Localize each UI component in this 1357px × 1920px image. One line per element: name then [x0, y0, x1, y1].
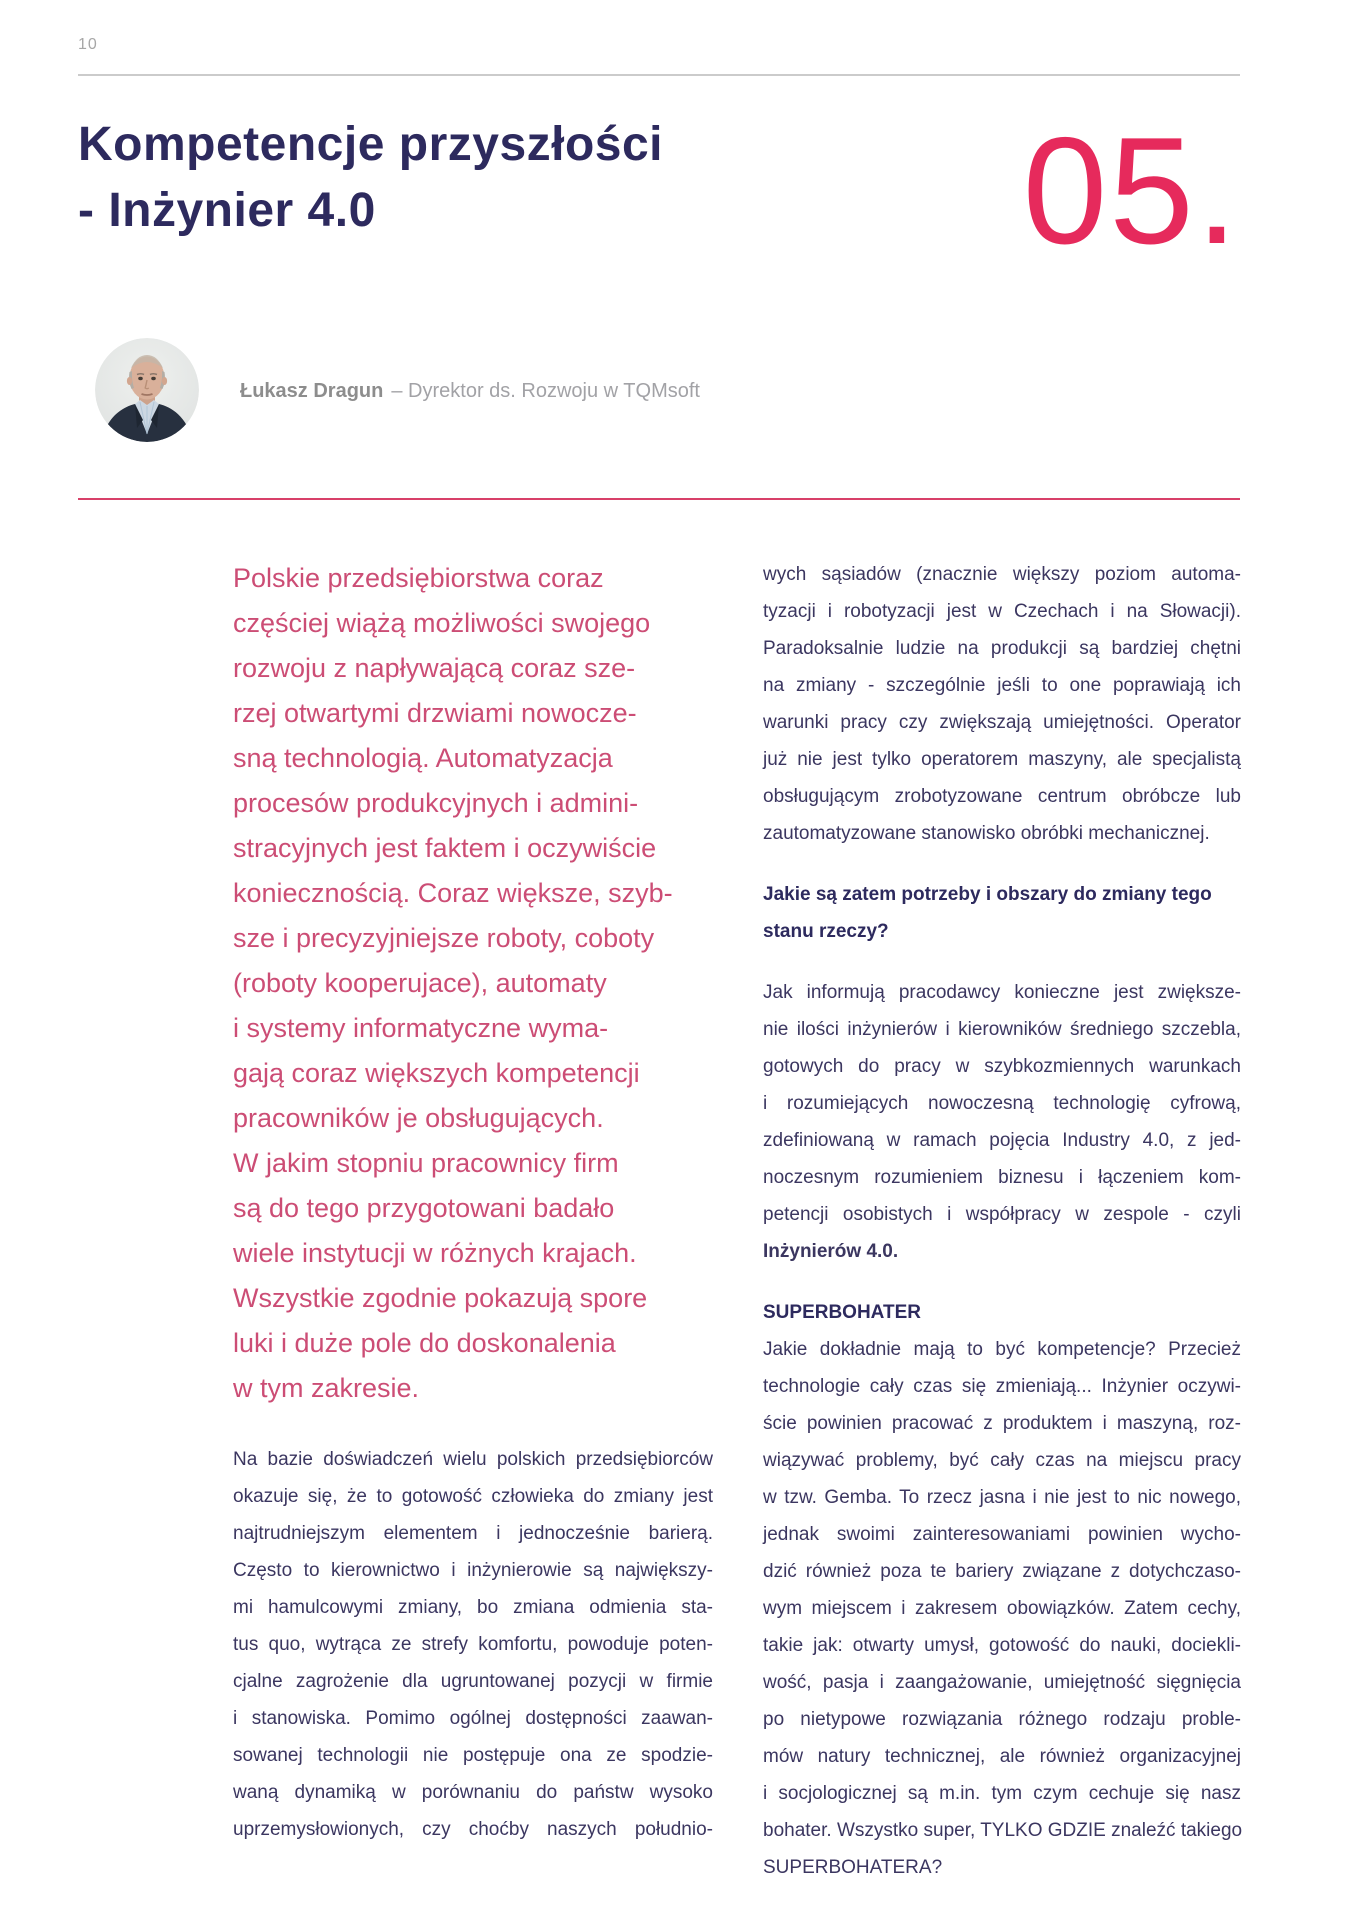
left-column: [233, 556, 713, 1872]
right-paragraph-2: Jak informują pracodawcy konieczne jest zwiększe- nie ilości inżynierów i kierowników średniego szczebla, gotowych do pracy w szybkozmiennych warunkach i rozumiejących nowoczesną technologię cyfrową, zdefiniowaną w ramach pojęcia Industry 4.0, z jed- noczesnym rozumieniem biznesu i łączeniem kom- petencji osobistych i współpracy w zespole - czyli Inżynierów 4.0.: [763, 982, 1241, 1262]
right-column: [763, 556, 1241, 1910]
author-avatar: [95, 338, 199, 442]
subheading-superbohater: SUPERBOHATER: [763, 1302, 921, 1323]
author-byline: [240, 378, 700, 404]
top-divider-rule: [78, 74, 1240, 76]
right-paragraph-1: wych sąsiadów (znacznie większy poziom automa- tyzacji i robotyzacji jest w Czechach i na Słowacji). Paradoksalnie ludzie na produkcji są bardziej chętni na zmiany - szczególnie jeśli to one poprawiają ich warunki pracy czy zwiększają umiejętności. Operator już nie jest tylko operatorem maszyny, ale specjalistą obsługującym zrobotyzowane centrum obróbcze lub zautomatyzowane stanowisko obróbki mechanicznej.: [763, 564, 1241, 844]
left-body-paragraph: Na bazie doświadczeń wielu polskich przedsiębiorców okazuje się, że to gotowość człowieka do zmiany jest najtrudniejszym elementem i jednocześnie barierą. Często to kierownictwo i inżynierowie są największy- mi hamulcowymi zmiany, bo zmiana odmienia sta- tus quo, wytrąca ze strefy komfortu, powoduje poten- cjalne zagrożenie dla ugruntowanej pozycji w firmie i stanowiska. Pomimo ogólnej dostępności zaawan- sowanej technologii nie postępuje ona ze spodzie- waną dynamiką w porównaniu do państw wysoko uprzemysłowionych, czy choćby naszych południo-: [233, 1449, 713, 1840]
section-number: 05.: [1022, 106, 1240, 276]
page-title: Kompetencje przyszłości - Inżynier 4.0: [78, 118, 664, 237]
accent-divider-rule: [78, 498, 1240, 500]
author-role: – Dyrektor ds. Rozwoju w TQMsoft: [391, 380, 700, 402]
author-portrait-illustration: [95, 338, 199, 442]
lead-paragraph: Polskie przedsiębiorstwa coraz częściej wiążą możliwości swojego rozwoju z napływającą coraz sze- rzej otwartymi drzwiami nowocze- sną technologią. Automatyzacja procesów produkcyjnych i admini- stracyjnych jest faktem i oczywiście koniecznością. Coraz większe, szyb- sze i precyzyjniejsze roboty, coboty (roboty kooperujace), automaty i systemy informatyczne wyma- gają coraz większych kompetencji pracowników je obsługujących. W jakim stopniu pracownicy firm są do tego przygotowani badało wiele instytucji w różnych krajach. Wszystkie zgodnie pokazują spore luki i duże pole do doskonalenia w tym zakresie.: [233, 563, 673, 1403]
author-name: Łukasz Dragun: [240, 380, 384, 402]
page-number: 10: [78, 36, 98, 53]
right-paragraph-3: Jakie dokładnie mają to być kompetencje? Przecież technologie cały czas się zmieniają... Inżynier oczywi- ście powinien pracować z produktem i maszyną, roz- wiązywać problemy, być cały czas na miejscu pracy w tzw. Gemba. To rzecz jasna i nie jest to nic nowego, jednak swoimi zainteresowaniami powinien wycho- dzić również poza te bariery związane z dotychczaso- wym miejscem i zakresem obowiązków. Zatem cechy, takie jak: otwarty umysł, gotowość do nauki, dociekli- wość, pasja i zaangażowanie, umiejętność sięgnięcia po nietypowe rozwiązania różnego rodzaju proble- mów natury technicznej, ale również organizacyjnej i socjologicznej są m.in. tym czym cechuje się nasz bohater. Wszystko super, TYLKO GDZIE znaleźć takiego SUPERBOHATERA?: [763, 1339, 1243, 1878]
subheading-needs: Jakie są zatem potrzeby i obszary do zmiany tego stanu rzeczy?: [763, 884, 1212, 942]
